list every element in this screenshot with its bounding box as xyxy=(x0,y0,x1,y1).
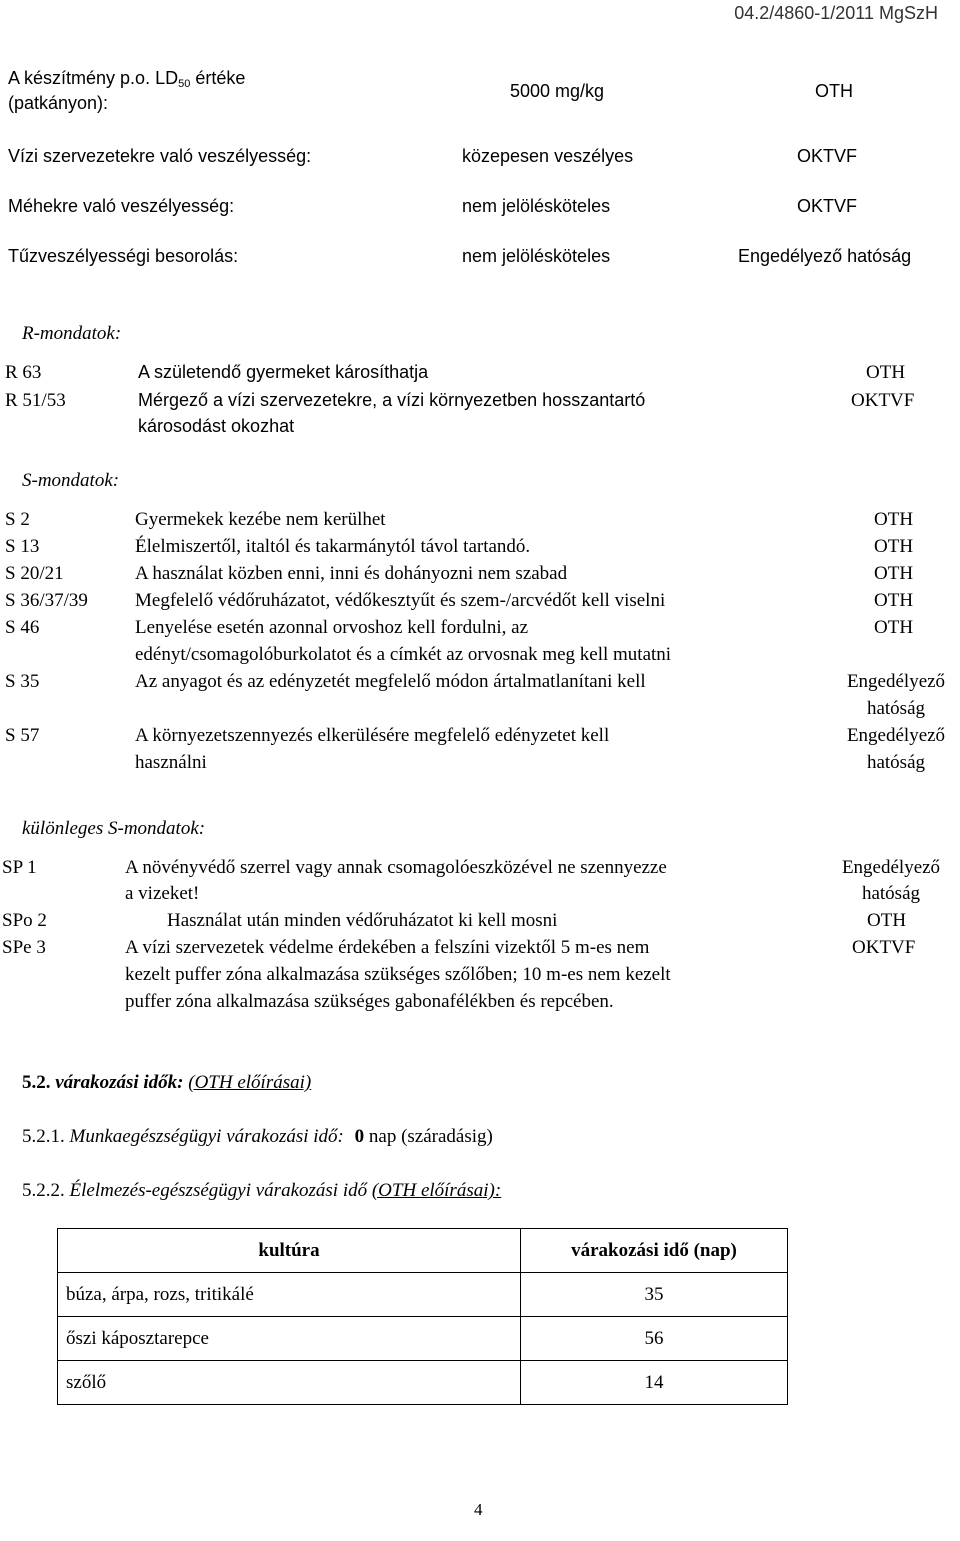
ld50-label-line2: (patkányon): xyxy=(8,93,109,113)
ld50-label xyxy=(8,68,245,91)
special-phrase-authority: OKTVF xyxy=(852,937,916,958)
table-cell-days: 14 xyxy=(521,1361,788,1405)
r-phrase-authority: OTH xyxy=(866,362,906,383)
special-phrase-code: SPe 3 xyxy=(2,937,46,958)
s-phrase-text: A használat közben enni, inni és dohányozni nem szabad xyxy=(135,563,568,584)
special-phrase-text-cont: puffer zóna alkalmazása szükséges gabonafélékben és repcében. xyxy=(125,991,614,1012)
s-phrase-code: S 36/37/39 xyxy=(5,590,88,611)
s-phrase-authority: OTH xyxy=(874,563,914,584)
r-phrases-title: R-mondatok: xyxy=(22,323,122,344)
s-phrase-authority: Engedélyező xyxy=(846,725,946,746)
r-phrase-code: R 51/53 xyxy=(5,390,66,411)
table-cell-days: 35 xyxy=(521,1273,788,1317)
property-label: Tűzveszélyességi besorolás: xyxy=(8,246,239,266)
s-phrase-code: S 20/21 xyxy=(5,563,64,584)
ld50-authority: OTH xyxy=(815,81,853,101)
s-phrase-code: S 2 xyxy=(5,509,30,530)
property-authority: OKTVF xyxy=(797,196,858,216)
property-label: Méhekre való veszélyesség: xyxy=(8,196,235,216)
s-phrase-authority-cont: hatóság xyxy=(866,698,926,719)
subsection-paren: (OTH előírásai): xyxy=(371,1180,502,1201)
table-row xyxy=(58,1361,788,1405)
s-phrase-authority: OTH xyxy=(874,590,914,611)
property-authority: Engedélyező hatóság xyxy=(738,246,912,266)
section-heading-text: várakozási idők: xyxy=(55,1072,184,1093)
s-phrase-text: Megfelelő védőruházatot, védőkesztyűt és szem-/arcvédőt kell viselni xyxy=(135,590,666,611)
s-phrase-authority-cont: hatóság xyxy=(866,752,926,773)
section-heading-number: 5.2. xyxy=(22,1072,51,1093)
s-phrase-text: Az anyagot és az edényzetét megfelelő módon ártalmatlanítani kell xyxy=(135,671,646,692)
s-phrase-authority: OTH xyxy=(874,536,914,557)
s-phrase-authority: OTH xyxy=(874,617,914,638)
subsection-food-health xyxy=(22,1180,501,1202)
s-phrase-text: Élelmiszertől, italtól és takarmánytól távol tartandó. xyxy=(135,536,531,557)
waiting-time-table xyxy=(57,1228,788,1405)
s-phrase-authority: OTH xyxy=(874,509,914,530)
s-phrase-code: S 13 xyxy=(5,536,40,557)
special-phrase-text: A növényvédő szerrel vagy annak csomagolóeszközével ne szennyezze xyxy=(125,857,667,878)
ld50-value: 5000 mg/kg xyxy=(510,81,605,101)
table-cell-crop: szőlő xyxy=(58,1361,521,1405)
document-id: 04.2/4860-1/2011 MgSzH xyxy=(734,3,938,23)
s-phrase-text: Gyermekek kezébe nem kerülhet xyxy=(135,509,386,530)
table-header-days: várakozási idő (nap) xyxy=(521,1229,788,1273)
ld50-label-text: A készítmény p.o. LD xyxy=(8,68,179,88)
r-phrase-text: A születendő gyermeket károsíthatja xyxy=(138,362,429,382)
s-phrase-text: A környezetszennyezés elkerülésére megfelelő edényzetet kell xyxy=(135,725,610,746)
special-phrase-code: SP 1 xyxy=(2,857,37,878)
subsection-text: Munkaegészségügyi várakozási idő: xyxy=(69,1126,344,1147)
section-heading xyxy=(22,1072,311,1094)
subsection-unit: nap (száradásig) xyxy=(368,1126,493,1147)
subsection-number: 5.2.2. xyxy=(22,1180,65,1201)
r-phrase-text-cont: károsodást okozhat xyxy=(138,416,295,436)
table-row xyxy=(58,1273,788,1317)
table-row xyxy=(58,1317,788,1361)
s-phrase-code: S 35 xyxy=(5,671,40,692)
s-phrase-code: S 57 xyxy=(5,725,40,746)
table-header-crop: kultúra xyxy=(58,1229,521,1273)
r-phrase-text: Mérgező a vízi szervezetekre, a vízi környezetben hosszantartó xyxy=(138,390,646,410)
special-s-phrases-title: különleges S-mondatok: xyxy=(22,818,206,839)
r-phrase-authority: OKTVF xyxy=(851,390,915,411)
special-phrase-authority: Engedélyező xyxy=(841,857,941,878)
ld50-subscript: 50 xyxy=(178,78,191,90)
table-header-row xyxy=(58,1229,788,1273)
special-phrase-text: A vízi szervezetek védelme érdekében a felszíni vizektől 5 m-es nem xyxy=(125,937,650,958)
s-phrase-text-cont: használni xyxy=(135,752,207,773)
special-phrase-authority-cont: hatóság xyxy=(861,883,921,904)
property-value: nem jelölésköteles xyxy=(462,246,611,266)
special-phrase-text-cont: kezelt puffer zóna alkalmazása szükséges szőlőben; 10 m-es nem kezelt xyxy=(125,964,671,985)
page-number: 4 xyxy=(474,1500,483,1519)
subsection-text: Élelmezés-egészségügyi várakozási idő xyxy=(69,1180,368,1201)
special-phrase-text: Használat után minden védőruházatot ki kell mosni xyxy=(167,910,558,931)
subsection-value: 0 xyxy=(354,1126,365,1147)
table-cell-days: 56 xyxy=(521,1317,788,1361)
property-value: közepesen veszélyes xyxy=(462,146,634,166)
subsection-number: 5.2.1. xyxy=(22,1126,65,1147)
ld50-label-rest: értéke xyxy=(190,68,246,88)
s-phrase-code: S 46 xyxy=(5,617,40,638)
property-value: nem jelölésköteles xyxy=(462,196,611,216)
section-heading-paren: (OTH előírásai) xyxy=(188,1072,312,1093)
property-authority: OKTVF xyxy=(797,146,858,166)
property-label: Vízi szervezetekre való veszélyesség: xyxy=(8,146,312,166)
s-phrase-text: Lenyelése esetén azonnal orvoshoz kell fordulni, az xyxy=(135,617,529,638)
subsection-work-health xyxy=(22,1126,493,1148)
r-phrase-code: R 63 xyxy=(5,362,42,383)
s-phrase-text-cont: edényt/csomagolóburkolatot és a címkét az orvosnak meg kell mutatni xyxy=(135,644,672,665)
special-phrase-authority: OTH xyxy=(867,910,907,931)
s-phrase-authority: Engedélyező xyxy=(846,671,946,692)
special-phrase-code: SPo 2 xyxy=(2,910,47,931)
table-cell-crop: búza, árpa, rozs, tritikálé xyxy=(58,1273,521,1317)
special-phrase-text-cont: a vizeket! xyxy=(125,883,200,904)
table-cell-crop: őszi káposztarepce xyxy=(58,1317,521,1361)
s-phrases-title: S-mondatok: xyxy=(22,470,120,491)
